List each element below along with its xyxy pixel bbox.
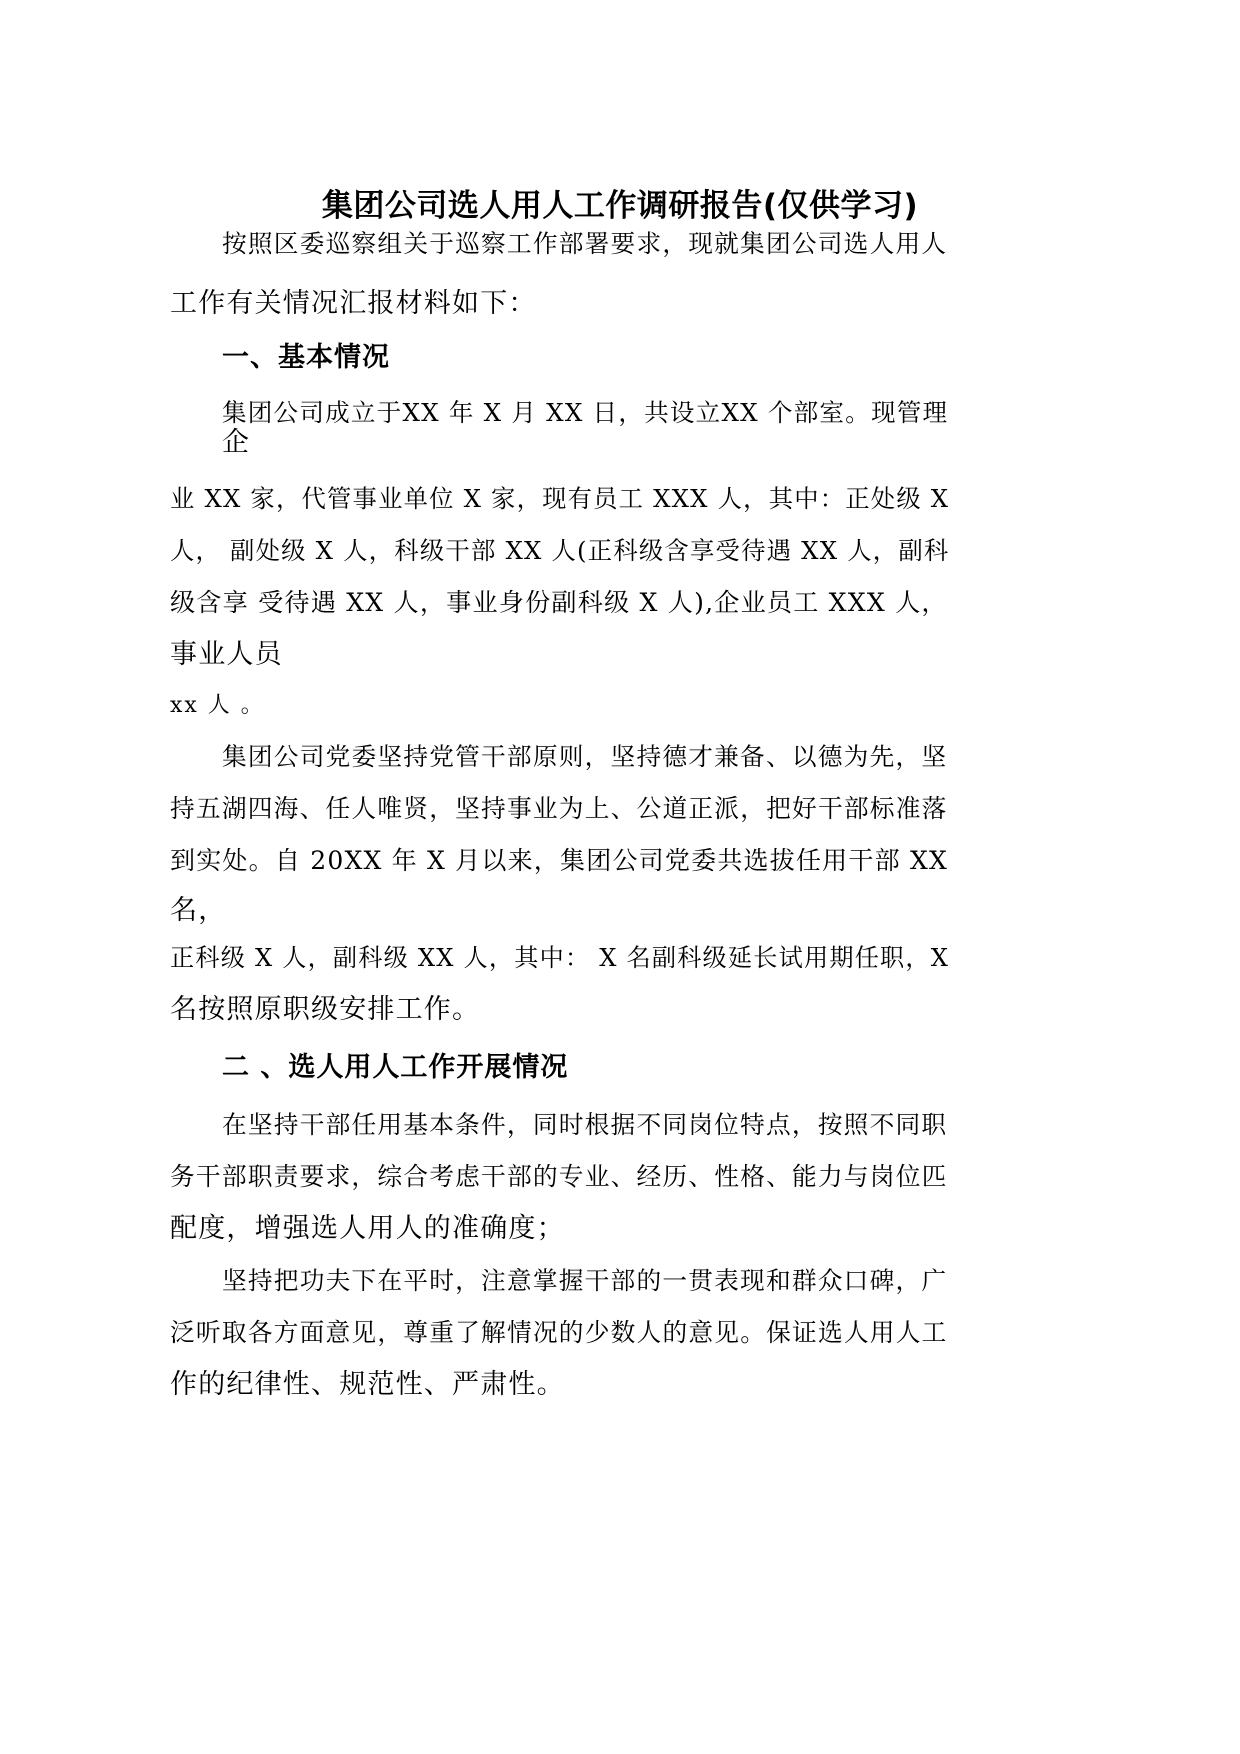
paragraph-line: 企 bbox=[222, 427, 251, 458]
paragraph-line: 名， bbox=[170, 895, 227, 926]
paragraph-line: 正科级 X 人，副科级 XX 人，其中： X 名副科级延长试用期任职，X bbox=[170, 944, 950, 972]
paragraph-line: 人， 副处级 X 人，科级干部 XX 人(正科级含享受待遇 XX 人，副科 bbox=[170, 536, 950, 565]
paragraph-line: 集团公司党委坚持党管干部原则，坚持德才兼备、以德为先，坚 bbox=[222, 742, 948, 771]
paragraph-line: 配度，增强选人用人的准确度； bbox=[170, 1213, 565, 1244]
document-title: 集团公司选人用人工作调研报告(仅供学习) bbox=[321, 188, 919, 224]
paragraph-line: 作的纪律性、规范性、严肃性。 bbox=[170, 1369, 565, 1400]
section-heading: 一、基本情况 bbox=[222, 342, 390, 373]
paragraph-line: xx 人 。 bbox=[170, 693, 265, 718]
paragraph-line: 集团公司成立于XX 年 X 月 XX 日，共设立XX 个部室。现管理 bbox=[222, 398, 949, 427]
paragraph-line: 事业人员 bbox=[170, 639, 283, 670]
paragraph-line: 务干部职责要求，综合考虑干部的专业、经历、性格、能力与岗位匹 bbox=[170, 1162, 948, 1191]
section-heading: 二 、选人用人工作开展情况 bbox=[222, 1052, 569, 1083]
paragraph-line: 到实处。自 20XX 年 X 月以来，集团公司党委共选拔任用干部 XX bbox=[170, 846, 948, 875]
intro-line: 工作有关情况汇报材料如下： bbox=[170, 288, 537, 319]
paragraph-line: 在坚持干部任用基本条件，同时根据不同岗位特点，按照不同职 bbox=[222, 1110, 948, 1139]
paragraph-line: 业 XX 家，代管事业单位 X 家，现有员工 XXX 人，其中：正处级 X bbox=[170, 484, 950, 513]
paragraph-line: 坚持把功夫下在平时，注意掌握干部的一贯表现和群众口碑，广 bbox=[222, 1266, 948, 1295]
paragraph-line: 级含享 受待遇 XX 人，事业身份副科级 X 人),企业员工 XXX 人， bbox=[170, 588, 948, 617]
paragraph-line: 泛听取各方面意见，尊重了解情况的少数人的意见。保证选人用人工 bbox=[170, 1318, 948, 1347]
paragraph-line: 持五湖四海、任人唯贤，坚持事业为上、公道正派，把好干部标准落 bbox=[170, 794, 948, 823]
intro-line: 按照区委巡察组关于巡察工作部署要求，现就集团公司选人用人 bbox=[222, 229, 948, 258]
paragraph-line: 名按照原职级安排工作。 bbox=[170, 994, 481, 1025]
